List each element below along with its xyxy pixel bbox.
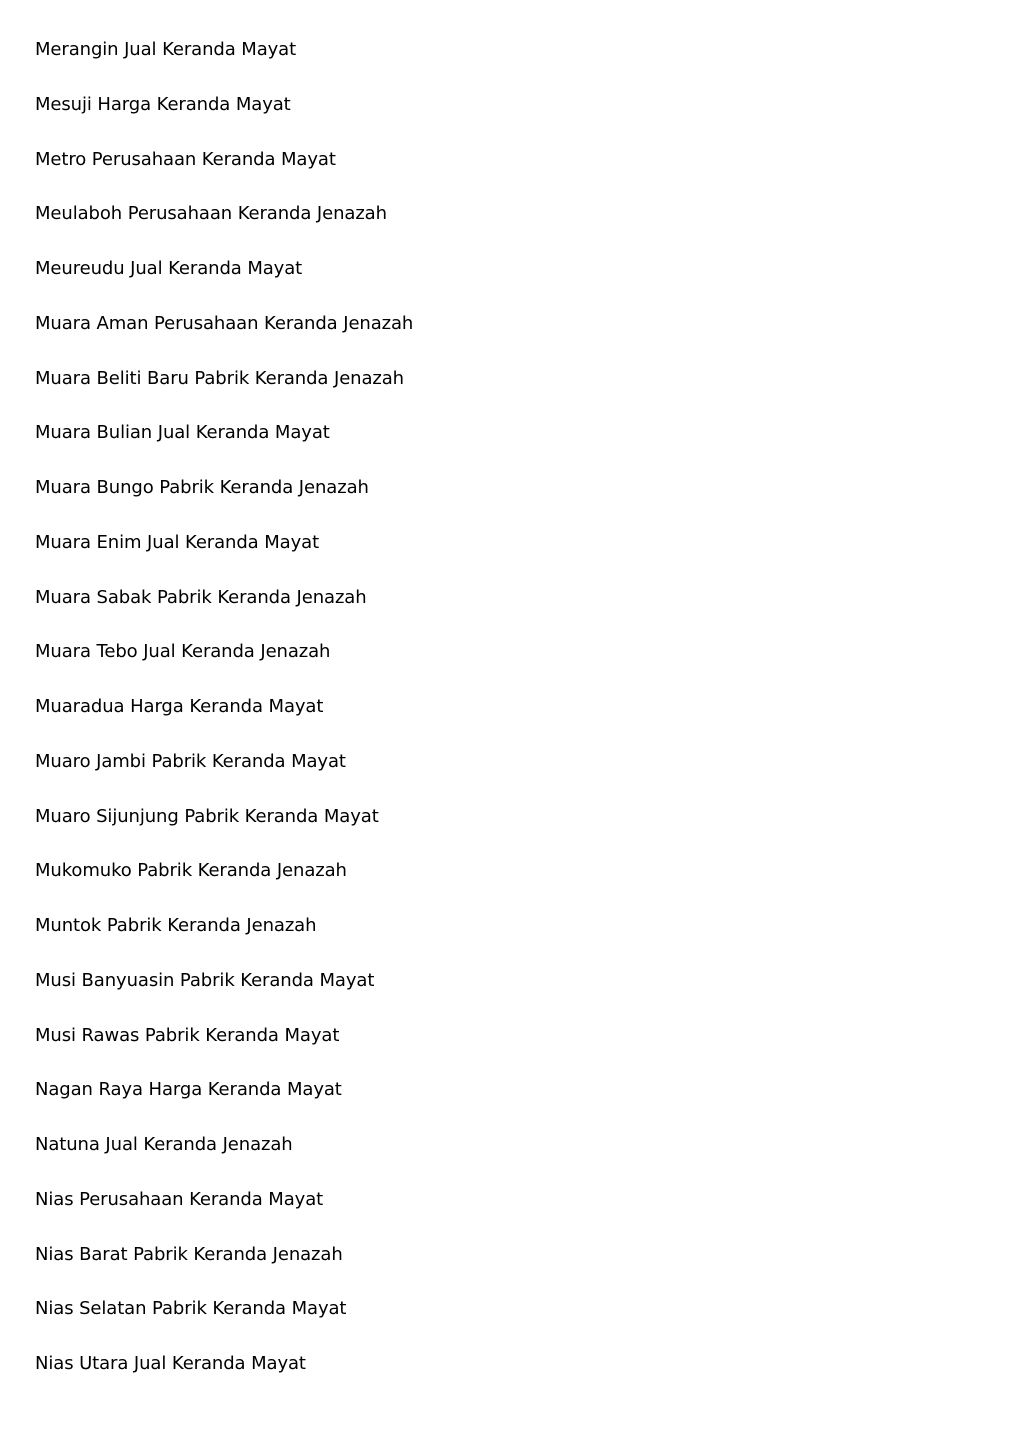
list-item: Nias Perusahaan Keranda Mayat	[35, 1188, 324, 1210]
list-item: Muaradua Harga Keranda Mayat	[35, 696, 324, 717]
list-item: Mesuji Harga Keranda Mayat	[35, 93, 291, 115]
list-item: Muara Beliti Baru Pabrik Keranda Jenazah	[35, 367, 404, 389]
list-item: Natuna Jual Keranda Jenazah	[35, 1134, 293, 1155]
list-item: Nias Selatan Pabrik Keranda Mayat	[35, 1298, 347, 1320]
list-item: Mukomuko Pabrik Keranda Jenazah	[35, 860, 347, 882]
list-item: Muara Bulian Jual Keranda Mayat	[35, 422, 330, 444]
list-item: Metro Perusahaan Keranda Mayat	[35, 148, 336, 170]
list-item: Muara Aman Perusahaan Keranda Jenazah	[35, 312, 414, 334]
list-item: Muara Enim Jual Keranda Mayat	[35, 531, 320, 553]
list-item: Muaro Jambi Pabrik Keranda Mayat	[35, 750, 346, 772]
list-item: Meureudu Jual Keranda Mayat	[35, 258, 303, 279]
list-item: Merangin Jual Keranda Mayat	[35, 39, 297, 60]
list-item: Nias Utara Jual Keranda Mayat	[35, 1353, 306, 1374]
list-item: Musi Rawas Pabrik Keranda Mayat	[35, 1024, 340, 1046]
list-item: Nias Barat Pabrik Keranda Jenazah	[35, 1243, 343, 1265]
list-item: Meulaboh Perusahaan Keranda Jenazah	[35, 203, 387, 225]
list-item: Musi Banyuasin Pabrik Keranda Mayat	[35, 969, 375, 991]
list-item: Muntok Pabrik Keranda Jenazah	[35, 915, 317, 936]
list-item: Muara Tebo Jual Keranda Jenazah	[35, 641, 331, 663]
list-item: Muara Bungo Pabrik Keranda Jenazah	[35, 477, 369, 498]
list-item: Muaro Sijunjung Pabrik Keranda Mayat	[35, 805, 379, 827]
list-item: Nagan Raya Harga Keranda Mayat	[35, 1079, 342, 1101]
entry-list	[35, 36, 413, 1405]
list-item: Muara Sabak Pabrik Keranda Jenazah	[35, 586, 367, 608]
